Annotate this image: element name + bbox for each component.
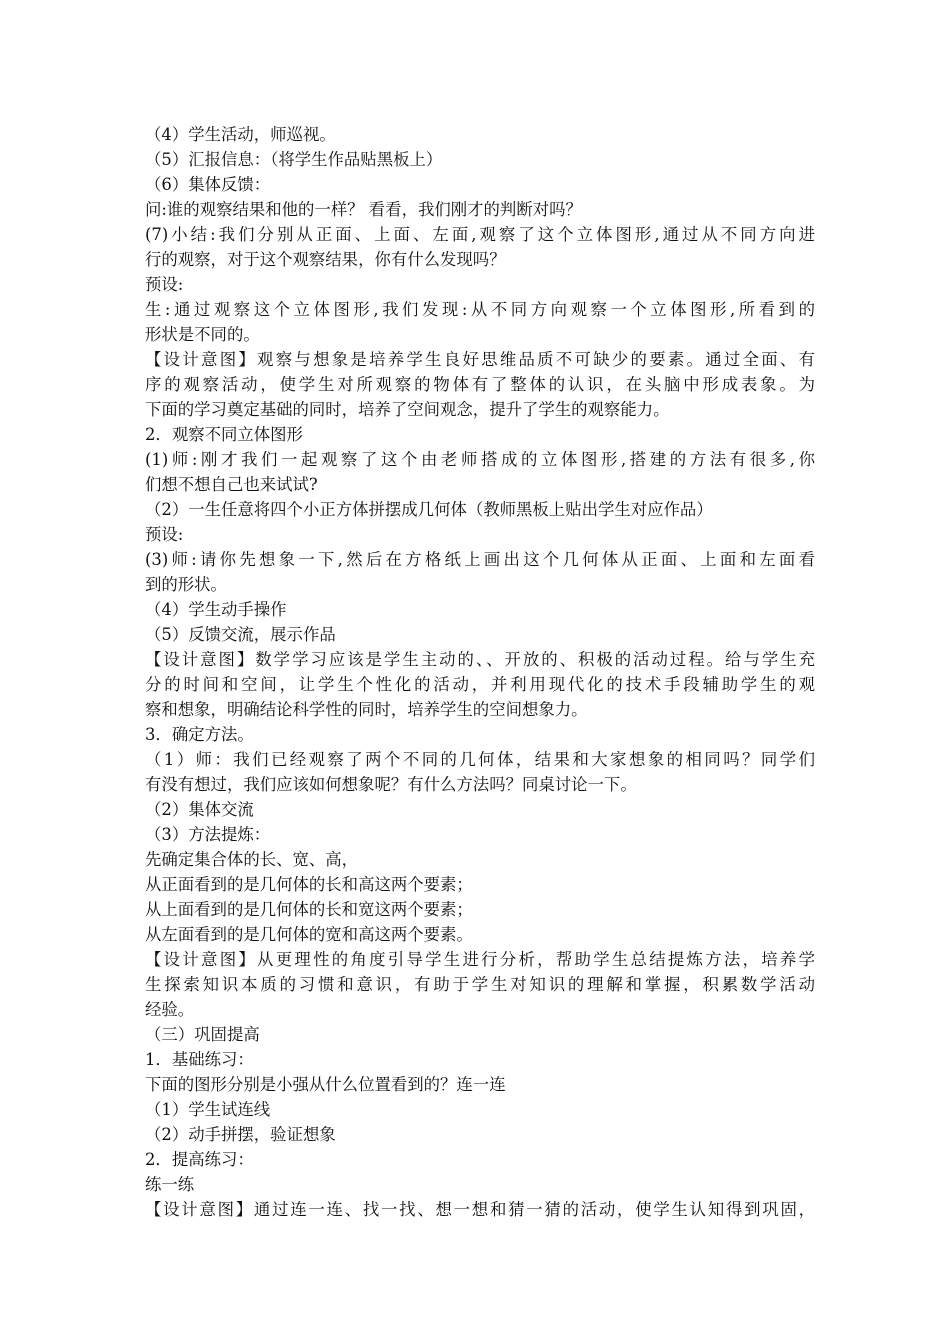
document-body (145, 122, 815, 1222)
text-line: 1．基础练习： (145, 1050, 254, 1069)
text-line: （2）集体交流 (145, 800, 254, 819)
text-line: 行的观察，对于这个观察结果，你有什么发现吗？ (145, 250, 506, 269)
text-line: 到的形状。 (145, 575, 227, 594)
text-line: 先确定集合体的长、宽、高， (145, 850, 359, 869)
text-line: 【设计意图】通过连一连、找一找、想一想和猜一猜的活动，使学生认知得到巩固， (145, 1200, 815, 1219)
text-line: 3．确定方法。 (145, 725, 254, 744)
text-line: 问:谁的观察结果和他的一样？ 看看，我们刚才的判断对吗？ (145, 200, 582, 219)
text-line: （6）集体反馈： (145, 175, 271, 194)
text-line: （4）学生活动，师巡视。 (145, 125, 336, 144)
text-line: （5）汇报信息：（将学生作品贴黑板上） (145, 150, 443, 169)
text-line: （4）学生动手操作 (145, 600, 287, 619)
text-line: 们想不想自己也来试试? (145, 475, 318, 494)
text-line: 从正面看到的是几何体的长和高这两个要素； (145, 875, 473, 894)
text-line: 形状是不同的。 (145, 325, 260, 344)
text-line: 【设计意图】数学学习应该是学生主动的、、开放的、积极的活动过程。给与学生充 (145, 650, 815, 669)
text-line: 分的时间和空间，让学生个性化的活动，并利用现代化的技术手段辅助学生的观 (145, 675, 815, 694)
text-line: 预设: (145, 525, 184, 544)
text-line: 下面的学习奠定基础的同时，培养了空间观念，提升了学生的观察能力。 (145, 400, 670, 419)
text-line: （1）师：我们已经观察了两个不同的几何体，结果和大家想象的相同吗？同学们 (145, 750, 815, 769)
text-line: 生:通过观察这个立体图形,我们发现:从不同方向观察一个立体图形,所看到的 (145, 300, 815, 319)
text-line: 下面的图形分别是小强从什么位置看到的？连一连 (145, 1075, 506, 1094)
text-line: （1）学生试连线 (145, 1100, 271, 1119)
text-line: （5）反馈交流，展示作品 (145, 625, 336, 644)
text-line: 2．观察不同立体图形 (145, 425, 303, 444)
text-line: （3）方法提炼： (145, 825, 271, 844)
text-line: 练一练 (145, 1175, 195, 1194)
text-line: 有没有想过，我们应该如何想象呢？有什么方法吗？同桌讨论一下。 (145, 775, 637, 794)
text-line: 经验。 (145, 1000, 195, 1019)
text-line: 从左面看到的是几何体的宽和高这两个要素。 (145, 925, 473, 944)
text-line: 从上面看到的是几何体的长和宽这两个要素； (145, 900, 473, 919)
text-line: （2）一生任意将四个小正方体拼摆成几何体（教师黑板上贴出学生对应作品） (145, 500, 713, 519)
text-line: （2）动手拼摆，验证想象 (145, 1125, 336, 1144)
text-line: 序的观察活动，使学生对所观察的物体有了整体的认识，在头脑中形成表象。为 (145, 375, 815, 394)
text-line: 【设计意图】观察与想象是培养学生良好思维品质不可缺少的要素。通过全面、有 (145, 350, 815, 369)
text-line: (3)师:请你先想象一下,然后在方格纸上画出这个几何体从正面、上面和左面看 (145, 550, 815, 569)
text-line: 生探索知识本质的习惯和意识，有助于学生对知识的理解和掌握，积累数学活动 (145, 975, 815, 994)
text-line: （三）巩固提高 (145, 1025, 260, 1044)
text-line: 【设计意图】从更理性的角度引导学生进行分析，帮助学生总结提炼方法，培养学 (145, 950, 815, 969)
text-line: 预设: (145, 275, 184, 294)
text-line: 察和想象，明确结论科学性的同时，培养学生的空间想象力。 (145, 700, 588, 719)
text-line: 2．提高练习： (145, 1150, 254, 1169)
text-line: (7)小结:我们分别从正面、上面、左面,观察了这个立体图形,通过从不同方向进 (145, 225, 815, 244)
text-line: (1)师:刚才我们一起观察了这个由老师搭成的立体图形,搭建的方法有很多,你 (145, 450, 815, 469)
